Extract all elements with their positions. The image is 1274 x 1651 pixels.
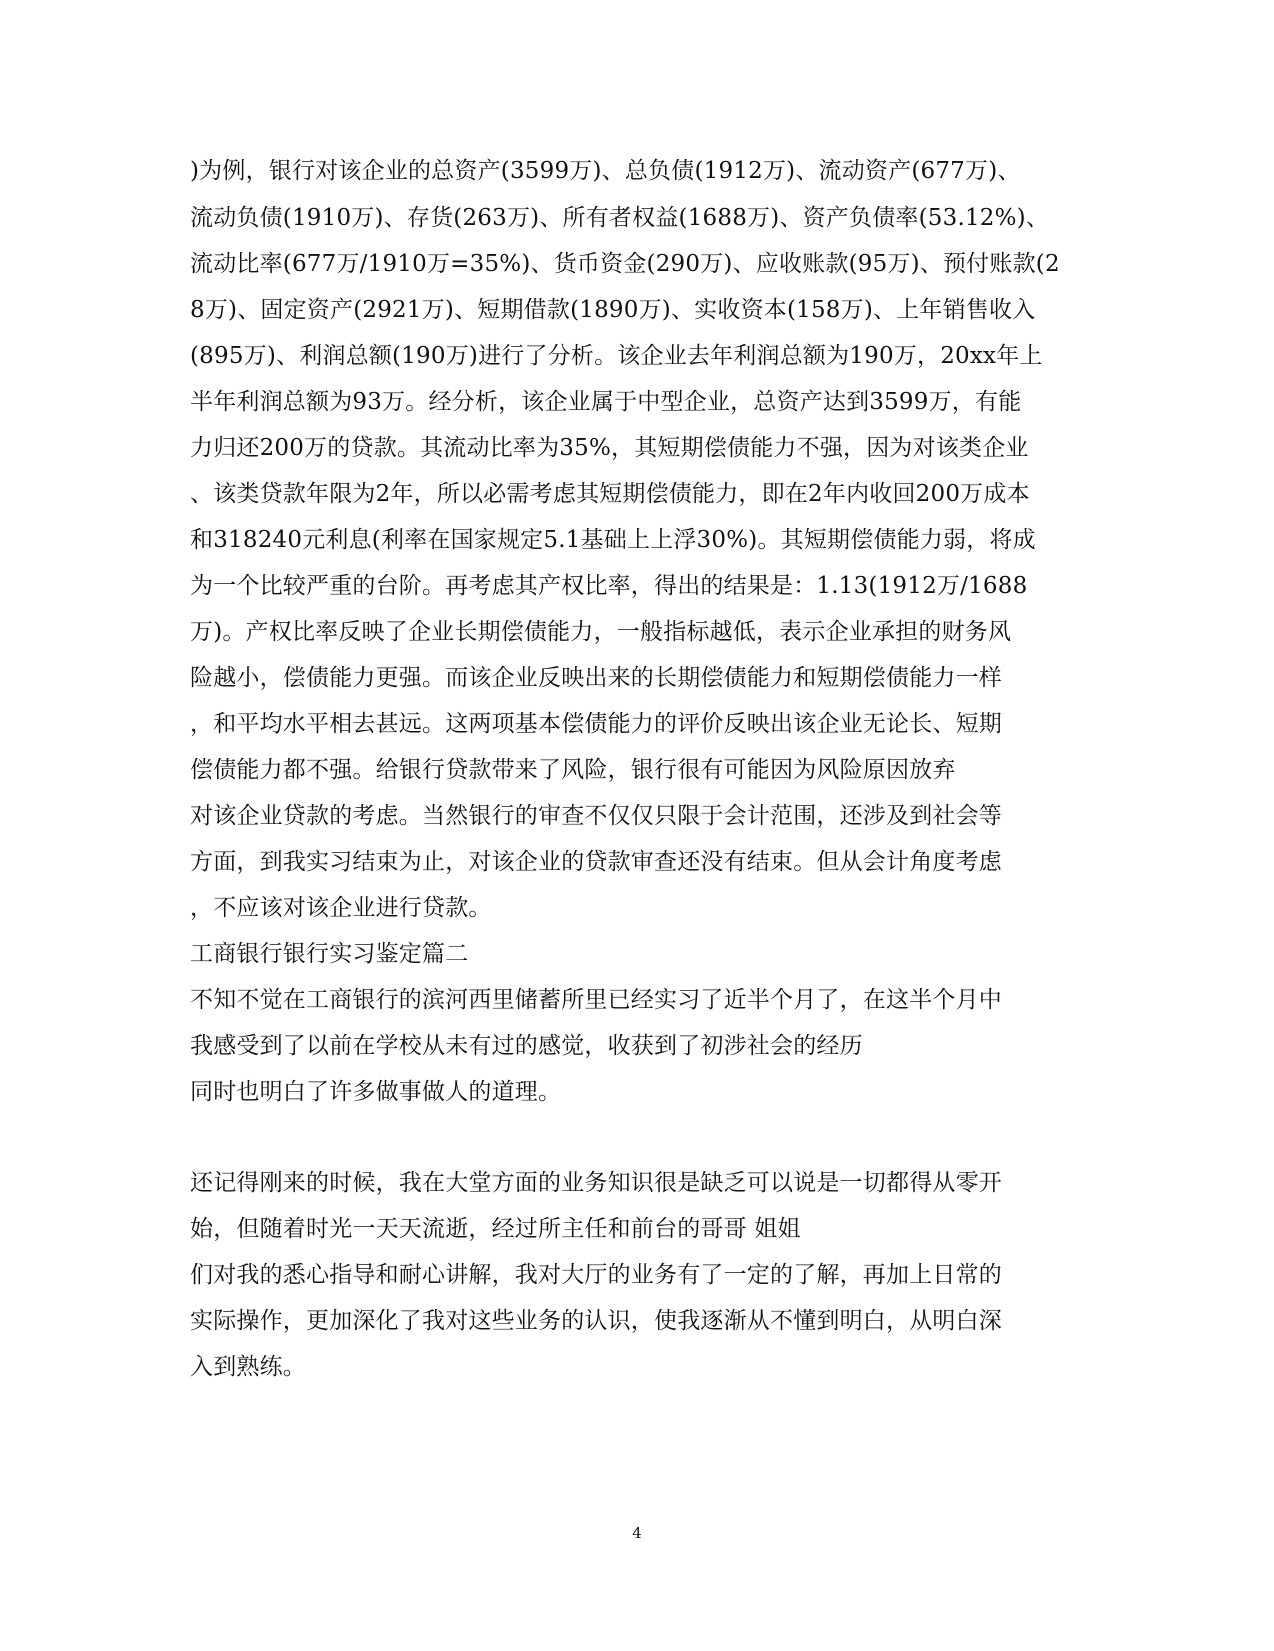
text-line: 和318240元利息(利率在国家规定5.1基础上上浮30%)。其短期偿债能力弱，将成 [190,527,1036,553]
text-line: 、该类贷款年限为2年，所以必需考虑其短期偿债能力，即在2年内收回200万成本 [190,481,1030,507]
text-line: 我感受到了以前在学校从未有过的感觉，收获到了初涉社会的经历 [190,1033,863,1059]
text-line: 实际操作，更加深化了我对这些业务的认识，使我逐渐从不懂到明白，从明白深 [190,1308,1002,1334]
text-line: 险越小，偿债能力更强。而该企业反映出来的长期偿债能力和短期偿债能力一样 [190,665,1002,691]
text-line: (895万)、利润总额(190万)进行了分析。该企业去年利润总额为190万，20xx年上 [190,343,1043,369]
text-line: 流动比率(677万/1910万=35%)、货币资金(290万)、应收账款(95万)、预付账款(2 [190,251,1060,277]
text-line: 还记得刚来的时候，我在大堂方面的业务知识很是缺乏可以说是一切都得从零开 [190,1170,1002,1196]
text-line: 同时也明白了许多做事做人的道理。 [190,1079,562,1105]
text-line: 们对我的悉心指导和耐心讲解，我对大厅的业务有了一定的了解，再加上日常的 [190,1262,1002,1288]
text-line: 流动负债(1910万)、存货(263万)、所有者权益(1688万)、资产负债率(53.12%)、 [190,205,1050,231]
text-line: 万)。产权比率反映了企业长期偿债能力，一般指标越低，表示企业承担的财务风 [190,619,1012,645]
text-line: 半年利润总额为93万。经分析，该企业属于中型企业，总资产达到3599万，有能 [190,389,1022,415]
text-line: 偿债能力都不强。给银行贷款带来了风险，银行很有可能因为风险原因放弃 [190,757,956,783]
text-line: 为一个比较严重的台阶。再考虑其产权比率，得出的结果是：1.13(1912万/1688 [190,573,1028,599]
page-number: 4 [632,1524,642,1542]
text-line: 力归还200万的贷款。其流动比率为35%，其短期偿债能力不强，因为对该类企业 [190,435,1029,461]
text-line: 不知不觉在工商银行的滨河西里储蓄所里已经实习了近半个月了，在这半个月中 [190,987,1002,1013]
text-line: ，和平均水平相去甚远。这两项基本偿债能力的评价反映出该企业无论长、短期 [190,711,1002,737]
text-line: 8万)、固定资产(2921万)、短期借款(1890万)、实收资本(158万)、上年销售收入 [190,297,1036,323]
text-line: 入到熟练。 [190,1354,306,1380]
section-heading: 工商银行银行实习鉴定篇二 [190,941,469,967]
text-line: 方面，到我实习结束为止，对该企业的贷款审查还没有结束。但从会计角度考虑 [190,849,1002,875]
text-line: )为例，银行对该企业的总资产(3599万)、总负债(1912万)、流动资产(677万)、 [190,158,1021,184]
text-line: 始，但随着时光一天天流逝，经过所主任和前台的哥哥 姐姐 [190,1216,801,1242]
text-line: ，不应该对该企业进行贷款。 [190,895,492,921]
text-line: 对该企业贷款的考虑。当然银行的审查不仅仅只限于会计范围，还涉及到社会等 [190,803,1002,829]
